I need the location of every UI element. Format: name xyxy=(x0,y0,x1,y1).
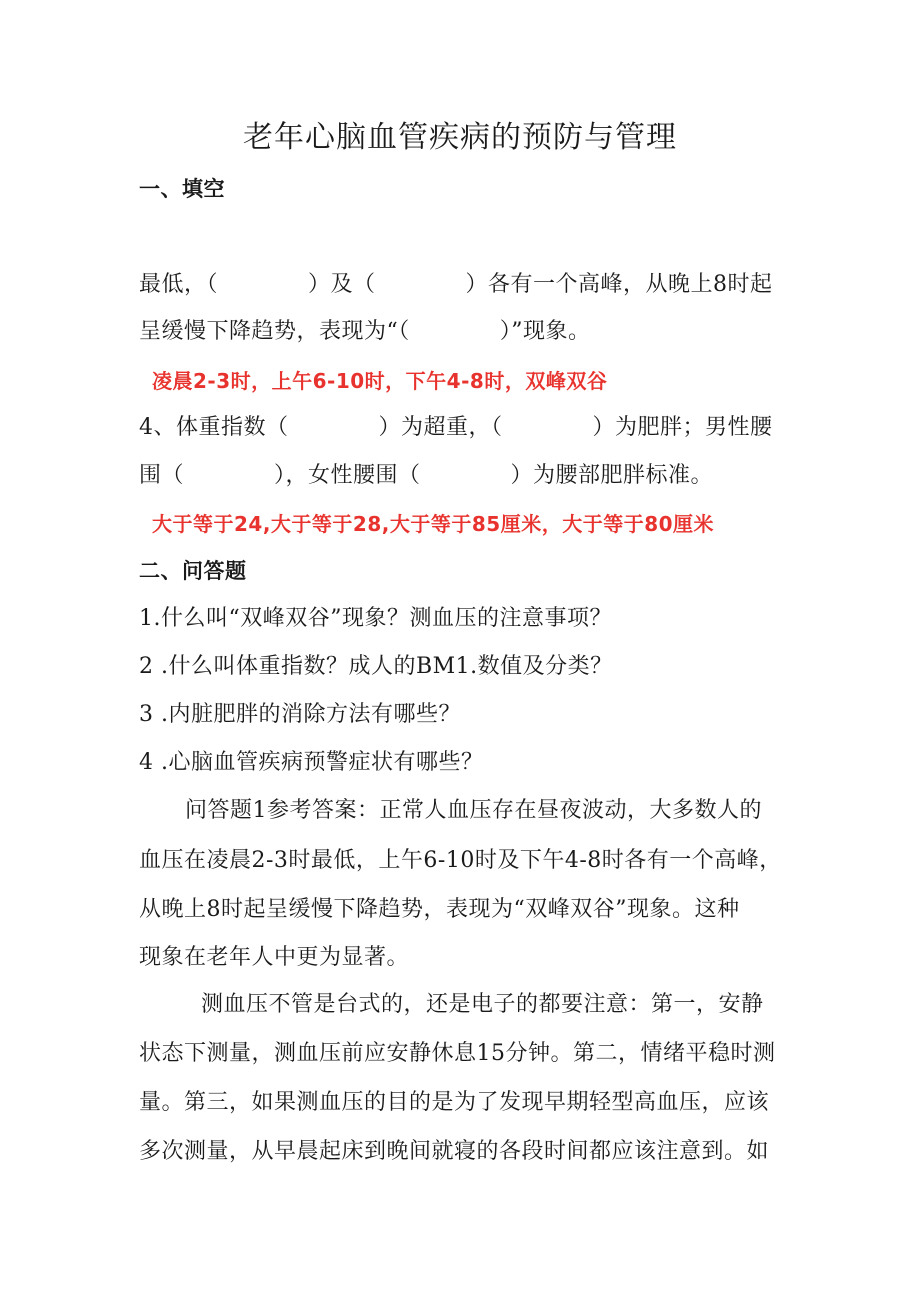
question-3: 3 .内脏肥胖的消除方法有哪些？ xyxy=(139,702,461,727)
document-title: 老年心脑血管疾病的预防与管理 xyxy=(243,120,677,155)
fill-blank-q4-line-2: 围（ ），女性腰围（ ）为腰部肥胖标准。 xyxy=(139,463,714,488)
fill-blank-line-2: 呈缓慢下降趋势，表现为“（ ）”现象。 xyxy=(139,319,591,344)
answer-paragraph-1-line-1: 问答题1参考答案：正常人血压存在昼夜波动，大多数人的 xyxy=(185,798,762,823)
answer-paragraph-2-line-2: 状态下测量，测血压前应安静休息15分钟。第二，情绪平稳时测 xyxy=(139,1041,776,1066)
question-2: 2 .什么叫体重指数？成人的BM1.数值及分类？ xyxy=(139,654,613,679)
section-heading-qa: 二、问答题 xyxy=(139,559,247,583)
fill-blank-q4-line-1: 4、体重指数（ ）为超重，（ ）为肥胖；男性腰 xyxy=(139,415,773,440)
answer-paragraph-1-line-2: 血压在凌晨2-3时最低，上午6-10时及下午4-8时各有一个高峰， xyxy=(139,848,782,873)
fill-blank-line-1: 最低，（ ）及（ ）各有一个高峰，从晚上8时起 xyxy=(139,272,773,297)
answer-key-2: 大于等于24,大于等于28,大于等于85厘米，大于等于80厘米 xyxy=(152,512,715,536)
question-4: 4 .心脑血管疾病预警症状有哪些？ xyxy=(139,750,484,775)
answer-paragraph-2-line-3: 量。第三，如果测血压的目的是为了发现早期轻型高血压，应该 xyxy=(139,1090,770,1115)
section-heading-fill-blank: 一、填空 xyxy=(139,177,225,201)
answer-key-1: 凌晨2-3时，上午6-10时，下午4-8时，双峰双谷 xyxy=(152,369,608,393)
answer-paragraph-2-line-1: 测血压不管是台式的，还是电子的都要注意：第一，安静 xyxy=(201,992,764,1017)
answer-paragraph-2-line-4: 多次测量，从早晨起床到晚间就寝的各段时间都应该注意到。如 xyxy=(139,1139,770,1164)
answer-paragraph-1-line-4: 现象在老年人中更为显著。 xyxy=(139,945,410,970)
question-1: 1.什么叫“双峰双谷”现象？测血压的注意事项？ xyxy=(139,606,612,631)
answer-paragraph-1-line-3: 从晚上8时起呈缓慢下降趋势，表现为“双峰双谷”现象。这种 xyxy=(139,897,740,922)
